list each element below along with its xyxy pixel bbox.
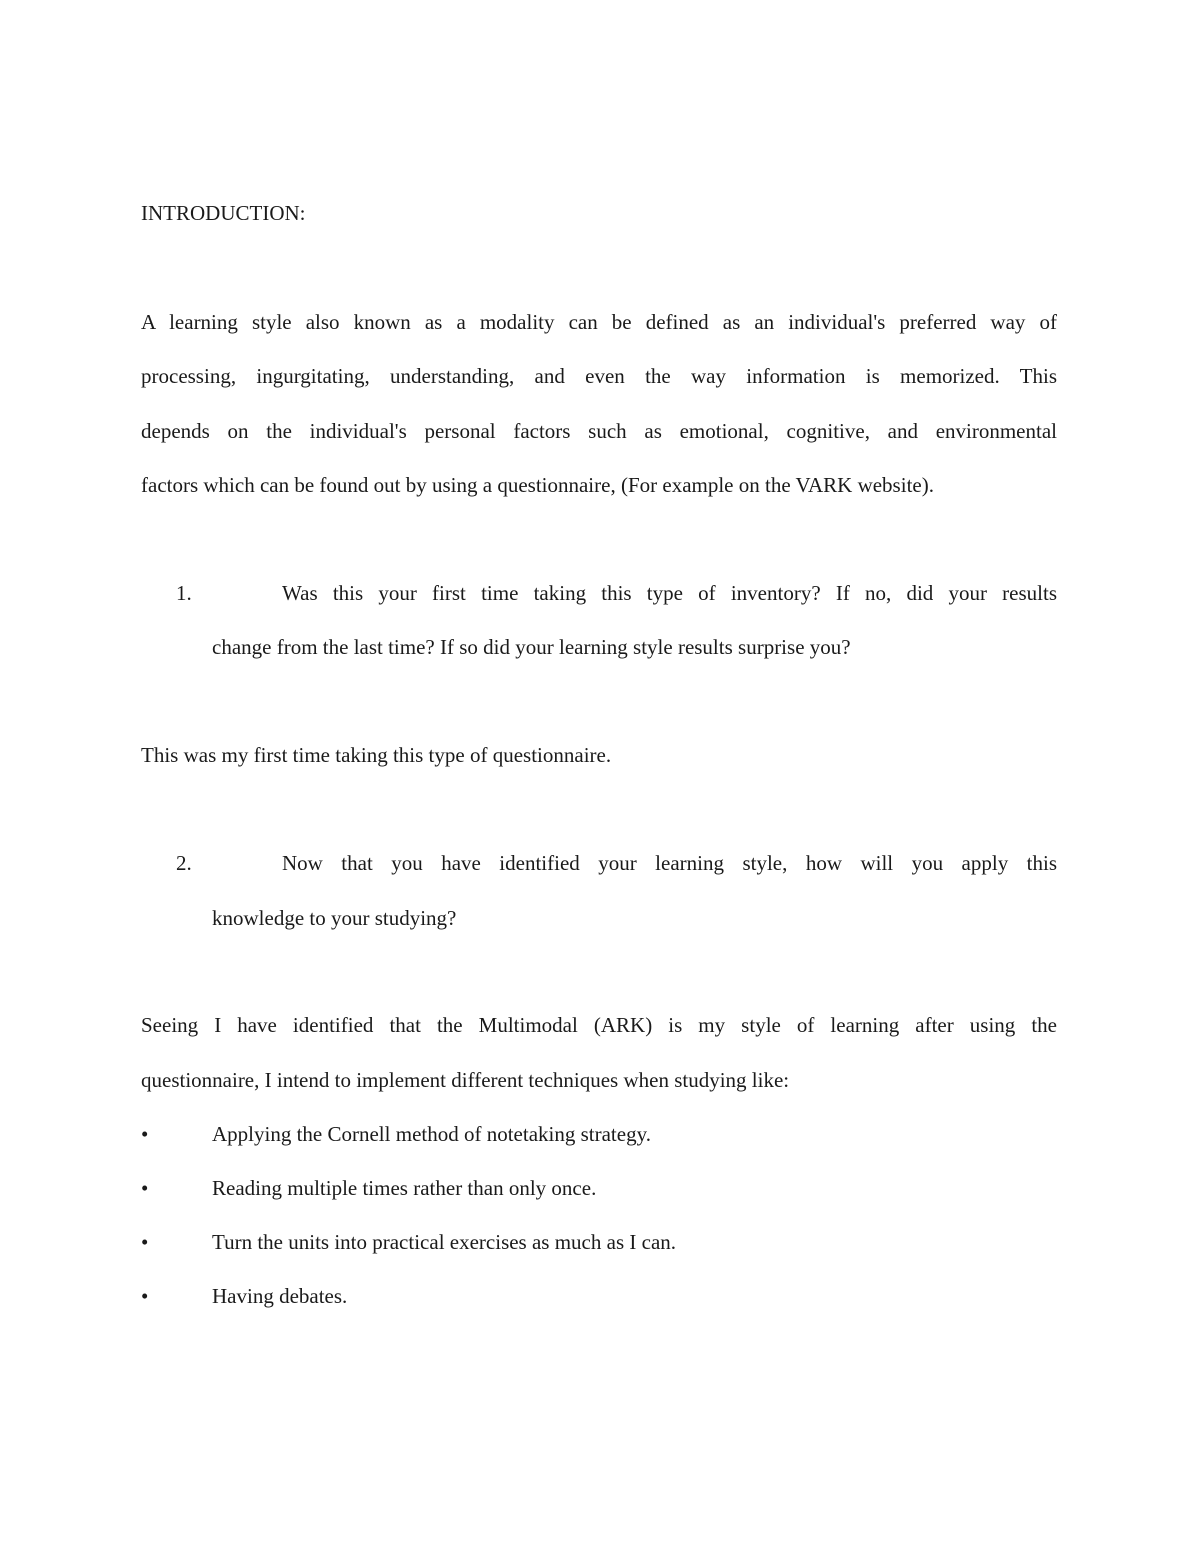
intro-line-2: processing, ingurgitating, understanding, and even the way information is memorized. This <box>141 364 1057 388</box>
answer-2-line-1: Seeing I have identified that the Multimodal (ARK) is my style of learning after using the <box>141 1013 1057 1037</box>
bullet-marker: • <box>141 1122 149 1146</box>
question-2-line-2: knowledge to your studying? <box>212 906 457 930</box>
question-1-line-1: Was this your first time taking this type of inventory? If no, did your results <box>282 581 1057 605</box>
question-1-line-2: change from the last time? If so did your learning style results surprise you? <box>212 635 851 659</box>
bullet-item-2: Reading multiple times rather than only once. <box>212 1176 597 1200</box>
bullet-item-1: Applying the Cornell method of notetaking strategy. <box>212 1122 651 1146</box>
question-1-number: 1. <box>176 581 192 605</box>
bullet-item-3: Turn the units into practical exercises as much as I can. <box>212 1230 677 1254</box>
question-2-line-1: Now that you have identified your learning style, how will you apply this <box>282 851 1057 875</box>
answer-1: This was my first time taking this type of questionnaire. <box>141 743 612 767</box>
bullet-marker: • <box>141 1230 149 1254</box>
intro-line-4: factors which can be found out by using a questionnaire, (For example on the VARK website). <box>141 473 934 497</box>
intro-line-1: A learning style also known as a modality can be defined as an individual's preferred way of <box>141 310 1057 334</box>
intro-line-3: depends on the individual's personal factors such as emotional, cognitive, and environmental <box>141 419 1057 443</box>
question-2-number: 2. <box>176 851 192 875</box>
answer-2-line-2: questionnaire, I intend to implement different techniques when studying like: <box>141 1068 790 1092</box>
bullet-item-4: Having debates. <box>212 1284 348 1308</box>
bullet-marker: • <box>141 1284 149 1308</box>
section-heading: INTRODUCTION: <box>141 201 306 225</box>
bullet-marker: • <box>141 1176 149 1200</box>
